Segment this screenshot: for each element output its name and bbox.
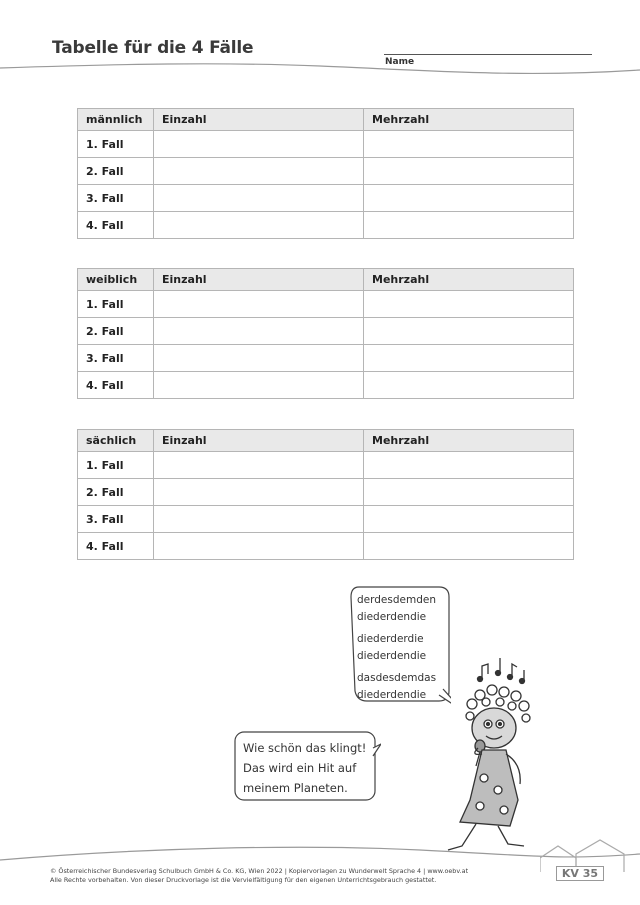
top-wave-line — [0, 60, 640, 84]
singular-cell[interactable] — [154, 185, 364, 212]
article-line: diederderdie — [357, 633, 424, 645]
page-title: Tabelle für die 4 Fälle — [52, 38, 254, 58]
case-label: 2. Fall — [78, 479, 154, 506]
table-row — [78, 345, 574, 372]
table-header-row — [78, 430, 574, 452]
gender-header: männlich — [78, 109, 154, 131]
comment-text — [243, 738, 375, 798]
case-label: 3. Fall — [78, 185, 154, 212]
table-row — [78, 212, 574, 239]
plural-header: Mehrzahl — [364, 430, 574, 452]
case-label: 1. Fall — [78, 291, 154, 318]
table-header-row — [78, 269, 574, 291]
table-weiblich — [77, 268, 574, 399]
article-line: diederdendie — [357, 611, 427, 623]
table-saechlich — [77, 429, 574, 560]
singular-header: Einzahl — [154, 430, 364, 452]
singular-cell[interactable] — [154, 452, 364, 479]
singular-cell[interactable] — [154, 318, 364, 345]
plural-cell[interactable] — [364, 345, 574, 372]
plural-cell[interactable] — [364, 452, 574, 479]
name-line — [384, 54, 592, 55]
plural-cell[interactable] — [364, 131, 574, 158]
singular-header: Einzahl — [154, 109, 364, 131]
case-label: 1. Fall — [78, 452, 154, 479]
case-label: 3. Fall — [78, 345, 154, 372]
article-line: dasdesdemdas — [357, 672, 437, 684]
table-row — [78, 291, 574, 318]
table-header-row — [78, 109, 574, 131]
plural-cell[interactable] — [364, 506, 574, 533]
plural-cell[interactable] — [364, 185, 574, 212]
page-badge: KV 35 — [556, 866, 604, 881]
article-line: derdesdemden — [357, 594, 436, 606]
comment-line: Wie schön das klingt! — [243, 741, 367, 755]
case-label: 2. Fall — [78, 318, 154, 345]
singular-cell[interactable] — [154, 372, 364, 399]
singular-cell[interactable] — [154, 212, 364, 239]
singular-header: Einzahl — [154, 269, 364, 291]
table-row — [78, 506, 574, 533]
comment-line: meinem Planeten. — [243, 781, 348, 795]
singular-cell[interactable] — [154, 506, 364, 533]
plural-cell[interactable] — [364, 372, 574, 399]
gender-header: sächlich — [78, 430, 154, 452]
rights-line: Alle Rechte vorbehalten. Von dieser Druckvorlage ist die Vervielfältigung für den eigenen Unterrichtsgebrauch gestattet. — [50, 876, 437, 884]
singular-cell[interactable] — [154, 158, 364, 185]
plural-header: Mehrzahl — [364, 109, 574, 131]
table-row — [78, 158, 574, 185]
gender-header: weiblich — [78, 269, 154, 291]
plural-cell[interactable] — [364, 212, 574, 239]
case-label: 4. Fall — [78, 533, 154, 560]
table-row — [78, 185, 574, 212]
plural-cell[interactable] — [364, 318, 574, 345]
alien-girl-illustration — [400, 650, 550, 860]
singular-cell[interactable] — [154, 291, 364, 318]
plural-header: Mehrzahl — [364, 269, 574, 291]
case-label: 2. Fall — [78, 158, 154, 185]
plural-cell[interactable] — [364, 158, 574, 185]
name-label: Name — [385, 57, 415, 67]
copyright-line: © Österreichischer Bundesverlag Schulbuch GmbH & Co. KG, Wien 2022 | Kopiervorlagen zu Wunderwelt Sprache 4 | www.oebv.at — [50, 867, 469, 875]
table-row — [78, 479, 574, 506]
plural-cell[interactable] — [364, 479, 574, 506]
table-row — [78, 131, 574, 158]
table-maennlich — [77, 108, 574, 239]
table-row — [78, 372, 574, 399]
case-label: 4. Fall — [78, 372, 154, 399]
article-line: diederdendie — [357, 689, 427, 701]
plural-cell[interactable] — [364, 291, 574, 318]
singular-cell[interactable] — [154, 479, 364, 506]
footer — [50, 867, 530, 885]
case-label: 4. Fall — [78, 212, 154, 239]
article-line: diederdendie — [357, 650, 427, 662]
singular-cell[interactable] — [154, 533, 364, 560]
table-row — [78, 533, 574, 560]
singular-cell[interactable] — [154, 345, 364, 372]
case-label: 3. Fall — [78, 506, 154, 533]
table-row — [78, 318, 574, 345]
comment-line: Das wird ein Hit auf — [243, 761, 357, 775]
table-row — [78, 452, 574, 479]
case-label: 1. Fall — [78, 131, 154, 158]
plural-cell[interactable] — [364, 533, 574, 560]
singular-cell[interactable] — [154, 131, 364, 158]
